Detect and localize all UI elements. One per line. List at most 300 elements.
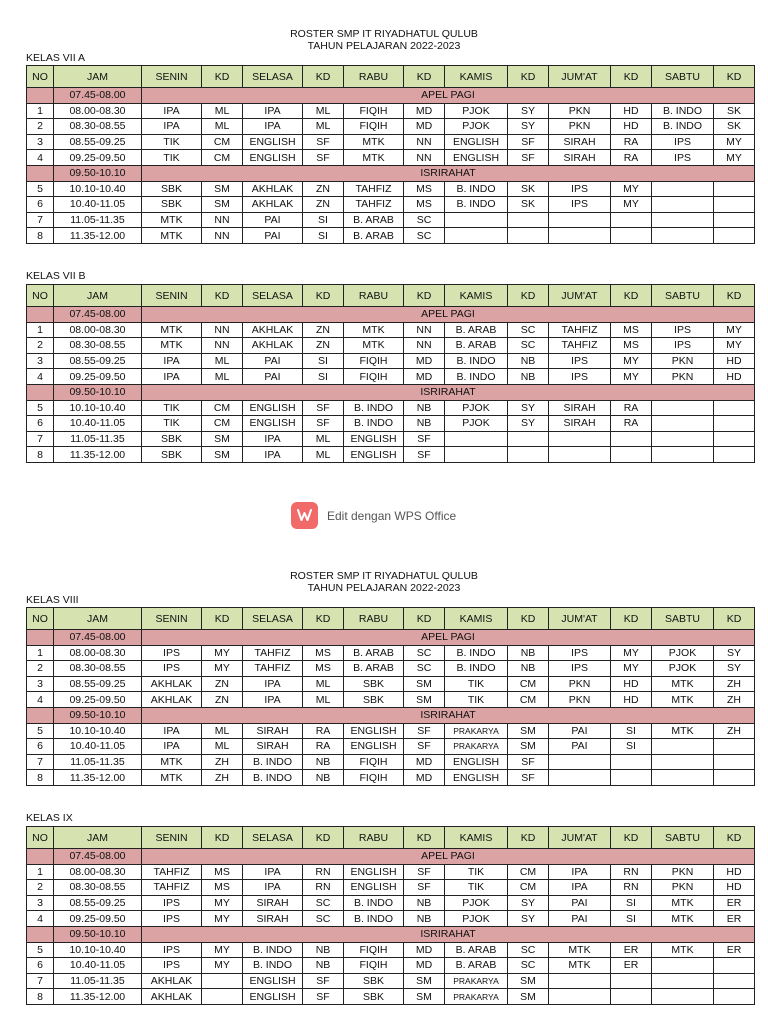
table-cell: NB <box>508 661 549 677</box>
table-row <box>27 723 755 739</box>
table-cell <box>714 973 755 989</box>
table-cell: RN <box>303 864 344 880</box>
break-row <box>27 88 755 104</box>
table-cell: 5 <box>27 723 54 739</box>
table-cell: PKN <box>652 353 714 369</box>
table-cell: CM <box>202 416 243 432</box>
column-header: KAMIS <box>445 66 508 88</box>
table-cell: SF <box>404 447 445 463</box>
table-cell: 2 <box>27 338 54 354</box>
table-cell: TIK <box>445 864 508 880</box>
table-cell <box>714 197 755 213</box>
table-cell: SM <box>202 431 243 447</box>
table-cell: SF <box>404 739 445 755</box>
table-cell: CM <box>202 134 243 150</box>
table-cell: 6 <box>27 958 54 974</box>
table-cell: B. INDO <box>243 754 303 770</box>
table-cell: PJOK <box>652 645 714 661</box>
table-cell: SC <box>303 911 344 927</box>
break-label-cell: APEL PAGI <box>142 849 755 865</box>
table-cell: 3 <box>27 134 54 150</box>
table-cell: SM <box>508 723 549 739</box>
table-cell: SM <box>508 989 549 1005</box>
column-header: KD <box>508 827 549 849</box>
table-cell <box>714 447 755 463</box>
table-cell: TAHFIZ <box>549 338 611 354</box>
table-cell: 08.30-08.55 <box>54 661 142 677</box>
table-cell: 09.25-09.50 <box>54 150 142 166</box>
table-cell: SK <box>508 197 549 213</box>
table-cell: PAI <box>549 911 611 927</box>
column-header: SELASA <box>243 66 303 88</box>
table-row <box>27 880 755 896</box>
table-cell: SF <box>508 754 549 770</box>
table-cell: PAI <box>243 369 303 385</box>
table-cell: SF <box>508 150 549 166</box>
table-cell <box>549 973 611 989</box>
table-cell: 3 <box>27 895 54 911</box>
table-row <box>27 754 755 770</box>
table-cell: RN <box>611 864 652 880</box>
table-cell: TAHFIZ <box>344 181 404 197</box>
table-cell: NN <box>404 338 445 354</box>
break-row <box>27 849 755 865</box>
table-cell: 10.40-11.05 <box>54 958 142 974</box>
table-cell: MTK <box>344 150 404 166</box>
table-cell: 11.05-11.35 <box>54 431 142 447</box>
table-cell <box>652 739 714 755</box>
table-cell <box>714 739 755 755</box>
table-cell: MY <box>611 369 652 385</box>
table-cell: MS <box>202 880 243 896</box>
table-cell: SI <box>303 228 344 244</box>
column-header: KAMIS <box>445 285 508 307</box>
table-cell <box>714 770 755 786</box>
column-header: NO <box>27 66 54 88</box>
table-cell: ML <box>202 119 243 135</box>
table-cell: ER <box>714 895 755 911</box>
table-cell: IPS <box>142 661 202 677</box>
break-no-cell <box>27 165 54 181</box>
table-cell: 11.35-12.00 <box>54 989 142 1005</box>
column-header: KD <box>508 608 549 630</box>
header-row <box>27 827 755 849</box>
break-row <box>27 630 755 646</box>
column-header: RABU <box>344 608 404 630</box>
table-cell: MTK <box>142 212 202 228</box>
column-header: JUM'AT <box>549 827 611 849</box>
table-cell: SIRAH <box>549 416 611 432</box>
table-cell <box>549 228 611 244</box>
school-title: ROSTER SMP IT RIYADHATUL QULUB <box>290 570 478 582</box>
table-cell: ML <box>303 676 344 692</box>
table-cell: RA <box>611 400 652 416</box>
table-cell: B. INDO <box>344 895 404 911</box>
table-cell <box>652 447 714 463</box>
column-header: NO <box>27 285 54 307</box>
table-cell: IPS <box>652 134 714 150</box>
table-cell: PAI <box>243 228 303 244</box>
column-header: KD <box>714 608 755 630</box>
table-cell: ENGLISH <box>344 739 404 755</box>
table-cell: RN <box>611 880 652 896</box>
table-cell: ZH <box>714 692 755 708</box>
table-cell: ENGLISH <box>445 754 508 770</box>
table-cell: SF <box>303 134 344 150</box>
table-cell: PJOK <box>445 416 508 432</box>
break-time-cell: 09.50-10.10 <box>54 384 142 400</box>
table-cell <box>549 212 611 228</box>
table-cell <box>549 431 611 447</box>
table-cell: B. INDO <box>652 119 714 135</box>
table-cell: SF <box>404 880 445 896</box>
table-cell: IPA <box>549 864 611 880</box>
table-cell: SF <box>404 431 445 447</box>
wps-edit-banner[interactable] <box>291 502 456 529</box>
table-cell: 8 <box>27 770 54 786</box>
table-cell: CM <box>508 864 549 880</box>
table-row <box>27 353 755 369</box>
table-cell: NN <box>404 150 445 166</box>
table-cell: MTK <box>549 942 611 958</box>
table-cell: SBK <box>142 181 202 197</box>
table-cell: MY <box>714 134 755 150</box>
table-cell: MTK <box>652 723 714 739</box>
break-no-cell <box>27 707 54 723</box>
table-cell: IPS <box>549 661 611 677</box>
column-header: KD <box>611 827 652 849</box>
table-cell: TAHFIZ <box>549 322 611 338</box>
table-cell: ENGLISH <box>344 723 404 739</box>
table-cell: FIQIH <box>344 119 404 135</box>
break-row <box>27 165 755 181</box>
table-cell <box>652 431 714 447</box>
table-cell: PRAKARYA <box>445 973 508 989</box>
table-cell: 6 <box>27 739 54 755</box>
break-row <box>27 926 755 942</box>
column-header: KD <box>714 66 755 88</box>
table-cell: ML <box>202 723 243 739</box>
table-cell: SY <box>714 661 755 677</box>
table-cell: PKN <box>652 369 714 385</box>
table-cell: NB <box>404 911 445 927</box>
table-cell <box>652 416 714 432</box>
table-cell: MTK <box>142 322 202 338</box>
table-cell: SF <box>508 134 549 150</box>
table-cell: TIK <box>142 400 202 416</box>
table-cell <box>714 754 755 770</box>
break-row <box>27 384 755 400</box>
page-title-1 <box>0 28 768 52</box>
break-time-cell: 07.45-08.00 <box>54 88 142 104</box>
table-cell: ZN <box>303 322 344 338</box>
table-cell <box>611 989 652 1005</box>
table-cell: PAI <box>549 723 611 739</box>
table-cell: 2 <box>27 119 54 135</box>
table-cell: SBK <box>344 973 404 989</box>
table-cell: SIRAH <box>549 400 611 416</box>
table-cell: SC <box>404 228 445 244</box>
column-header: RABU <box>344 285 404 307</box>
table-cell: IPS <box>549 645 611 661</box>
table-cell <box>611 228 652 244</box>
column-header: KD <box>202 827 243 849</box>
table-cell: B. INDO <box>445 181 508 197</box>
table-cell: B. ARAB <box>344 228 404 244</box>
table-row <box>27 103 755 119</box>
table-cell: ENGLISH <box>243 150 303 166</box>
table-cell: PJOK <box>445 103 508 119</box>
table-row <box>27 369 755 385</box>
table-cell: NN <box>202 322 243 338</box>
header-row <box>27 608 755 630</box>
table-cell <box>652 989 714 1005</box>
column-header: KD <box>714 827 755 849</box>
table-cell <box>445 212 508 228</box>
table-cell: RA <box>303 723 344 739</box>
table-cell: ER <box>714 911 755 927</box>
table-cell: 1 <box>27 864 54 880</box>
table-row <box>27 739 755 755</box>
break-no-cell <box>27 88 54 104</box>
table-cell: 2 <box>27 661 54 677</box>
column-header: SABTU <box>652 66 714 88</box>
table-cell <box>652 958 714 974</box>
column-header: JUM'AT <box>549 66 611 88</box>
table-cell: 8 <box>27 228 54 244</box>
table-cell: IPA <box>243 431 303 447</box>
table-cell: SBK <box>344 989 404 1005</box>
column-header: SELASA <box>243 285 303 307</box>
table-cell: ENGLISH <box>344 431 404 447</box>
table-cell: SF <box>303 989 344 1005</box>
table-cell: SM <box>508 739 549 755</box>
table-cell: SI <box>611 911 652 927</box>
table-row <box>27 150 755 166</box>
table-cell <box>445 431 508 447</box>
table-cell: 08.55-09.25 <box>54 353 142 369</box>
column-header: KD <box>303 285 344 307</box>
table-cell: TIK <box>445 692 508 708</box>
table-row <box>27 692 755 708</box>
table-row <box>27 958 755 974</box>
table-cell: SI <box>611 739 652 755</box>
table-cell: HD <box>611 103 652 119</box>
table-cell: IPS <box>549 181 611 197</box>
column-header: KD <box>303 827 344 849</box>
break-row <box>27 307 755 323</box>
table-cell: AKHLAK <box>243 197 303 213</box>
column-header: KD <box>611 66 652 88</box>
table-cell <box>611 431 652 447</box>
table-row <box>27 416 755 432</box>
table-cell: ML <box>202 369 243 385</box>
table-row <box>27 645 755 661</box>
table-cell: MD <box>404 103 445 119</box>
table-cell <box>445 228 508 244</box>
table-cell: B. INDO <box>445 197 508 213</box>
table-cell: B. ARAB <box>344 645 404 661</box>
table-cell: B. ARAB <box>445 322 508 338</box>
column-header: SENIN <box>142 66 202 88</box>
column-header: JAM <box>54 66 142 88</box>
table-cell: SF <box>303 400 344 416</box>
table-cell: 7 <box>27 973 54 989</box>
table-cell: MTK <box>142 228 202 244</box>
table-cell: 4 <box>27 692 54 708</box>
table-cell: IPA <box>243 692 303 708</box>
header-row <box>27 66 755 88</box>
table-cell: IPA <box>142 369 202 385</box>
table-cell: PRAKARYA <box>445 723 508 739</box>
table-cell: MY <box>202 895 243 911</box>
table-cell: CM <box>508 692 549 708</box>
break-label-cell: ISRIRAHAT <box>142 165 755 181</box>
table-cell <box>202 973 243 989</box>
table-cell: MS <box>611 322 652 338</box>
table-cell: SM <box>404 973 445 989</box>
table-cell: 10.40-11.05 <box>54 416 142 432</box>
table-cell: 5 <box>27 181 54 197</box>
table-cell: B. INDO <box>445 645 508 661</box>
table-cell: SY <box>508 911 549 927</box>
break-no-cell <box>27 849 54 865</box>
column-header: JAM <box>54 285 142 307</box>
table-cell <box>652 197 714 213</box>
table-cell: MTK <box>344 322 404 338</box>
table-cell: SC <box>508 942 549 958</box>
table-row <box>27 338 755 354</box>
break-label-cell: APEL PAGI <box>142 307 755 323</box>
table-cell: B. INDO <box>445 369 508 385</box>
table-row <box>27 973 755 989</box>
table-row <box>27 212 755 228</box>
table-row <box>27 864 755 880</box>
table-cell: TIK <box>445 880 508 896</box>
table-row <box>27 134 755 150</box>
table-cell: SC <box>303 895 344 911</box>
table-cell <box>549 989 611 1005</box>
table-cell <box>714 989 755 1005</box>
table-cell: IPS <box>652 150 714 166</box>
table-cell: SBK <box>142 431 202 447</box>
table-cell: IPA <box>142 739 202 755</box>
table-cell: 4 <box>27 369 54 385</box>
column-header: KD <box>404 827 445 849</box>
roster-table-vii-a <box>26 65 755 244</box>
table-cell: IPS <box>142 942 202 958</box>
table-cell: IPA <box>142 103 202 119</box>
table-cell: ER <box>611 942 652 958</box>
table-cell: SI <box>303 369 344 385</box>
table-cell: 7 <box>27 431 54 447</box>
table-cell: B. INDO <box>243 958 303 974</box>
table-cell: TAHFIZ <box>243 661 303 677</box>
table-cell: 11.35-12.00 <box>54 770 142 786</box>
table-cell <box>714 228 755 244</box>
column-header: KD <box>508 285 549 307</box>
table-cell: RA <box>611 134 652 150</box>
table-cell: NN <box>404 134 445 150</box>
table-cell: ML <box>202 103 243 119</box>
table-cell: 10.10-10.40 <box>54 942 142 958</box>
table-cell: MD <box>404 369 445 385</box>
break-label-cell: ISRIRAHAT <box>142 707 755 723</box>
table-cell: ML <box>303 692 344 708</box>
table-cell <box>714 416 755 432</box>
table-cell: TAHFIZ <box>344 197 404 213</box>
table-cell: MTK <box>142 770 202 786</box>
table-cell: 11.05-11.35 <box>54 973 142 989</box>
table-cell: PJOK <box>445 400 508 416</box>
table-cell: SF <box>303 150 344 166</box>
table-cell: 10.10-10.40 <box>54 181 142 197</box>
table-cell: HD <box>611 676 652 692</box>
table-cell: SY <box>714 645 755 661</box>
table-cell: ENGLISH <box>243 416 303 432</box>
table-cell: 3 <box>27 353 54 369</box>
table-cell <box>445 447 508 463</box>
table-cell: IPS <box>549 353 611 369</box>
table-cell: NN <box>202 228 243 244</box>
table-cell: PRAKARYA <box>445 989 508 1005</box>
column-header: JUM'AT <box>549 285 611 307</box>
table-cell: PJOK <box>445 895 508 911</box>
column-header: KD <box>303 608 344 630</box>
table-cell <box>508 431 549 447</box>
table-cell: ZH <box>714 723 755 739</box>
table-cell: SBK <box>142 447 202 463</box>
table-cell: B. INDO <box>344 911 404 927</box>
table-cell: SC <box>404 645 445 661</box>
table-cell: SC <box>508 338 549 354</box>
table-cell: SIRAH <box>243 739 303 755</box>
column-header: KD <box>611 608 652 630</box>
table-cell: SIRAH <box>549 150 611 166</box>
table-row <box>27 895 755 911</box>
table-cell: MD <box>404 958 445 974</box>
table-cell <box>714 212 755 228</box>
table-cell: MS <box>611 338 652 354</box>
table-cell: SIRAH <box>243 911 303 927</box>
column-header: KD <box>508 66 549 88</box>
table-cell: MY <box>611 181 652 197</box>
table-cell: MTK <box>652 942 714 958</box>
table-cell: SF <box>303 416 344 432</box>
academic-year: TAHUN PELAJARAN 2022-2023 <box>307 582 461 594</box>
table-cell: 6 <box>27 416 54 432</box>
academic-year: TAHUN PELAJARAN 2022-2023 <box>307 40 461 52</box>
table-cell: MTK <box>652 692 714 708</box>
table-cell: PAI <box>243 353 303 369</box>
table-cell <box>611 754 652 770</box>
table-cell: 7 <box>27 212 54 228</box>
table-cell: 10.40-11.05 <box>54 739 142 755</box>
table-cell: NB <box>508 353 549 369</box>
table-cell: PJOK <box>445 911 508 927</box>
table-cell: AKHLAK <box>142 676 202 692</box>
column-header: KAMIS <box>445 608 508 630</box>
table-cell: ER <box>611 958 652 974</box>
table-cell: FIQIH <box>344 770 404 786</box>
table-cell: IPA <box>243 103 303 119</box>
table-cell: ENGLISH <box>344 447 404 463</box>
table-cell: SK <box>714 103 755 119</box>
table-cell: SIRAH <box>549 134 611 150</box>
table-cell: PKN <box>549 103 611 119</box>
table-cell: MTK <box>652 676 714 692</box>
table-cell: 10.10-10.40 <box>54 400 142 416</box>
